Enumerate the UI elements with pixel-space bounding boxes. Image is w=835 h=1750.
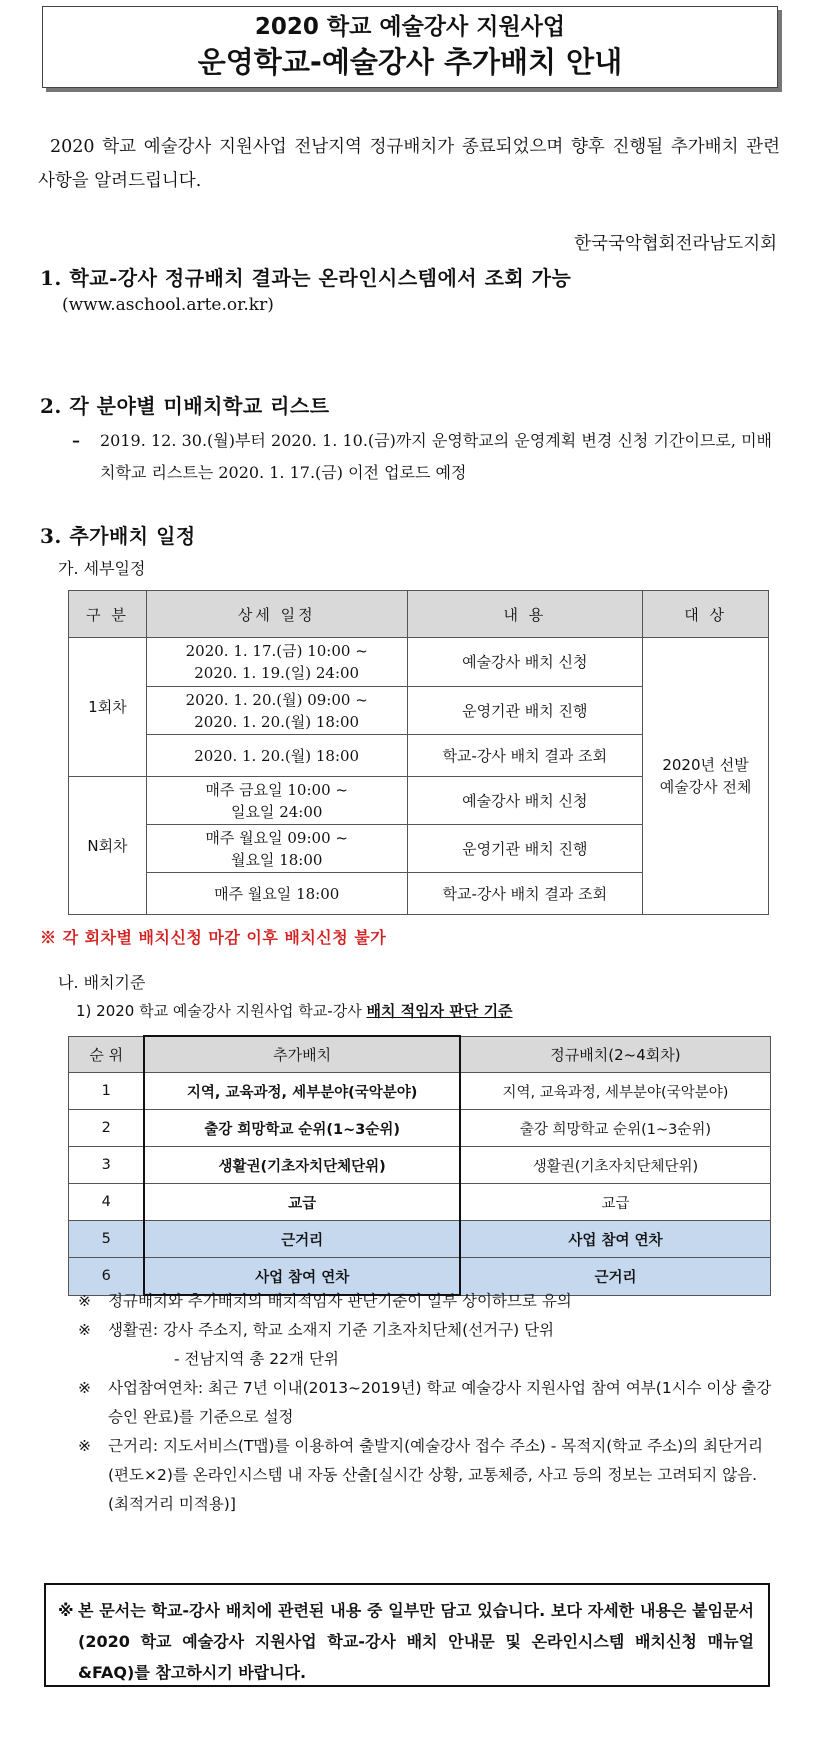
rank-cell: 4 [69,1184,145,1221]
criteria-table [68,1035,771,1296]
additional-cell: 교급 [144,1184,460,1221]
schedule-line: 일요일 24:00 [230,802,323,821]
criteria-intro-text: 1) 2020 학교 예술강사 지원사업 학교-강사 [76,1002,362,1020]
header-regular: 정규배치(2~4회차) [460,1036,771,1073]
rank-cell: 5 [69,1221,145,1258]
criteria-row-5 [69,1221,771,1258]
schedule-line: 2020. 1. 20.(월) 18:00 [194,712,360,731]
schedule-line: 2020. 1. 19.(일) 24:00 [194,664,360,682]
note-2 [76,1316,776,1345]
header-additional: 추가배치 [144,1036,460,1073]
schedule-line: 매주 월요일 09:00 ~ [205,828,348,847]
rank-cell: 3 [69,1147,145,1184]
content-cell: 운영기관 배치 진행 [407,687,643,735]
header-division: 구 분 [69,591,147,638]
target-line: 2020년 선발 [662,756,749,774]
additional-cell: 사업 참여 연차 [144,1258,460,1296]
sub-heading-na: 나. 배치기준 [58,973,146,992]
note-mark: ※ [78,1321,91,1339]
additional-cell: 지역, 교육과정, 세부분야(국악분야) [144,1073,460,1110]
schedule-line: 매주 월요일 18:00 [214,884,340,903]
regular-cell: 지역, 교육과정, 세부분야(국악분야) [460,1073,771,1110]
note-text: 근거리: 지도서비스(T맵)를 이용하여 출발지(예술강사 접수 주소) - 목적지(학교 주소)의 최단거리(편도×2)를 온라인시스템 내 자동 산출[실시간 상황, 교통체증, 사고 등의 정보는 고려되지 않음.(최적거리 미적용)] [108,1437,763,1513]
section2-heading: 2. 각 분야별 미배치학교 리스트 [40,394,330,418]
rank-cell: 6 [69,1258,145,1296]
title-box [42,6,778,88]
content-cell: 학교-강사 배치 결과 조회 [407,735,643,777]
schedule-line: 월요일 18:00 [230,850,323,869]
criteria-row-3 [69,1147,771,1184]
note-2-sub [76,1345,776,1374]
schedule-cell [146,777,407,825]
note-3 [76,1374,776,1432]
header-rank: 순 위 [69,1036,145,1073]
content-cell: 학교-강사 배치 결과 조회 [407,873,643,915]
schedule-cell [146,687,407,735]
group-label-1: 1회차 [69,638,147,777]
deadline-warning: ※ 각 회차별 배치신청 마감 이후 배치신청 불가 [40,928,387,947]
schedule-table [68,590,769,915]
regular-cell: 사업 참여 연차 [460,1221,771,1258]
schedule-line: 2020. 1. 20.(월) 09:00 ~ [185,690,368,709]
section2-item [72,425,772,489]
footer-notice [46,1585,768,1688]
schedule-line: 2020. 1. 20.(월) 18:00 [194,746,360,765]
criteria-row-1 [69,1073,771,1110]
footer-notice-box [44,1583,770,1687]
target-cell [643,638,769,915]
note-4 [76,1432,776,1519]
criteria-notes [76,1287,776,1519]
additional-cell: 생활권(기초자치단체단위) [144,1147,460,1184]
rank-cell: 2 [69,1110,145,1147]
content-cell: 운영기관 배치 진행 [407,825,643,873]
criteria-intro-bold: 배치 적임자 판단 기준 [366,1002,513,1020]
content-cell: 예술강사 배치 신청 [407,638,643,687]
section1-url: (www.aschool.arte.or.kr) [62,295,274,315]
note-text: 사업참여연차: 최근 7년 이내(2013~2019년) 학교 예술강사 지원사업 참여 여부(1시수 이상 출강승인 완료)를 기준으로 설정 [108,1379,772,1426]
regular-cell: 교급 [460,1184,771,1221]
group-label-n: N회차 [69,777,147,915]
note-text: - 전남지역 총 22개 단위 [174,1350,339,1368]
notice-text: 본 문서는 학교-강사 배치에 관련된 내용 중 일부만 담고 있습니다. 보다 자세한 내용은 붙임문서(2020 학교 예술강사 지원사업 학교-강사 배치 안내문 및 온라인시스템 배치신청 매뉴얼&FAQ)를 참고하시기 바랍니다. [78,1601,754,1682]
note-mark: ※ [78,1437,91,1455]
note-mark: ※ [78,1292,91,1310]
section3-heading: 3. 추가배치 일정 [40,524,196,548]
additional-cell: 출강 희망학교 순위(1~3순위) [144,1110,460,1147]
schedule-cell [146,638,407,687]
additional-cell: 근거리 [144,1221,460,1258]
regular-cell: 생활권(기초자치단체단위) [460,1147,771,1184]
schedule-line: 매주 금요일 10:00 ~ [205,780,348,799]
sub-heading-ga: 가. 세부일정 [58,559,146,578]
rank-cell: 1 [69,1073,145,1110]
document-title-line2: 운영학교-예술강사 추가배치 안내 [197,45,623,79]
regular-cell: 근거리 [460,1258,771,1296]
notice-mark: ※ [58,1601,74,1620]
criteria-intro [76,1000,513,1021]
table-row [69,638,769,687]
note-text: 정규배치와 추가배치의 배치적임자 판단기준이 일부 상이하므로 유의 [108,1292,572,1310]
target-line: 예술강사 전체 [659,778,752,796]
header-target: 대 상 [643,591,769,638]
schedule-cell [146,735,407,777]
section1-heading: 1. 학교-강사 정규배치 결과는 온라인시스템에서 조회 가능 [40,266,572,290]
intro-paragraph: 2020 학교 예술강사 지원사업 전남지역 정규배치가 종료되었으며 향후 진행될 추가배치 관련 사항을 알려드립니다. [38,137,780,191]
criteria-header-row [69,1036,771,1073]
document-title-line1: 2020 학교 예술강사 지원사업 [254,14,566,40]
organization-name: 한국국악협회전라남도지회 [574,234,777,254]
note-mark: ※ [78,1379,91,1397]
header-content: 내 용 [407,591,643,638]
note-text: 생활권: 강사 주소지, 학교 소재지 기준 기초자치단체(선거구) 단위 [108,1321,555,1339]
dash-bullet: – [72,431,80,450]
content-cell: 예술강사 배치 신청 [407,777,643,825]
schedule-line: 2020. 1. 17.(금) 10:00 ~ [185,642,368,660]
header-schedule: 상세 일정 [146,591,407,638]
schedule-cell [146,873,407,915]
criteria-row-4 [69,1184,771,1221]
regular-cell: 출강 희망학교 순위(1~3순위) [460,1110,771,1147]
criteria-row-2 [69,1110,771,1147]
schedule-header-row [69,591,769,638]
note-1 [76,1287,776,1316]
schedule-cell [146,825,407,873]
section2-text: 2019. 12. 30.(월)부터 2020. 1. 10.(금)까지 운영학교의 운영계획 변경 신청 기간이므로, 미배치학교 리스트는 2020. 1. 17.(금) 이전 업로드 예정 [100,431,772,482]
